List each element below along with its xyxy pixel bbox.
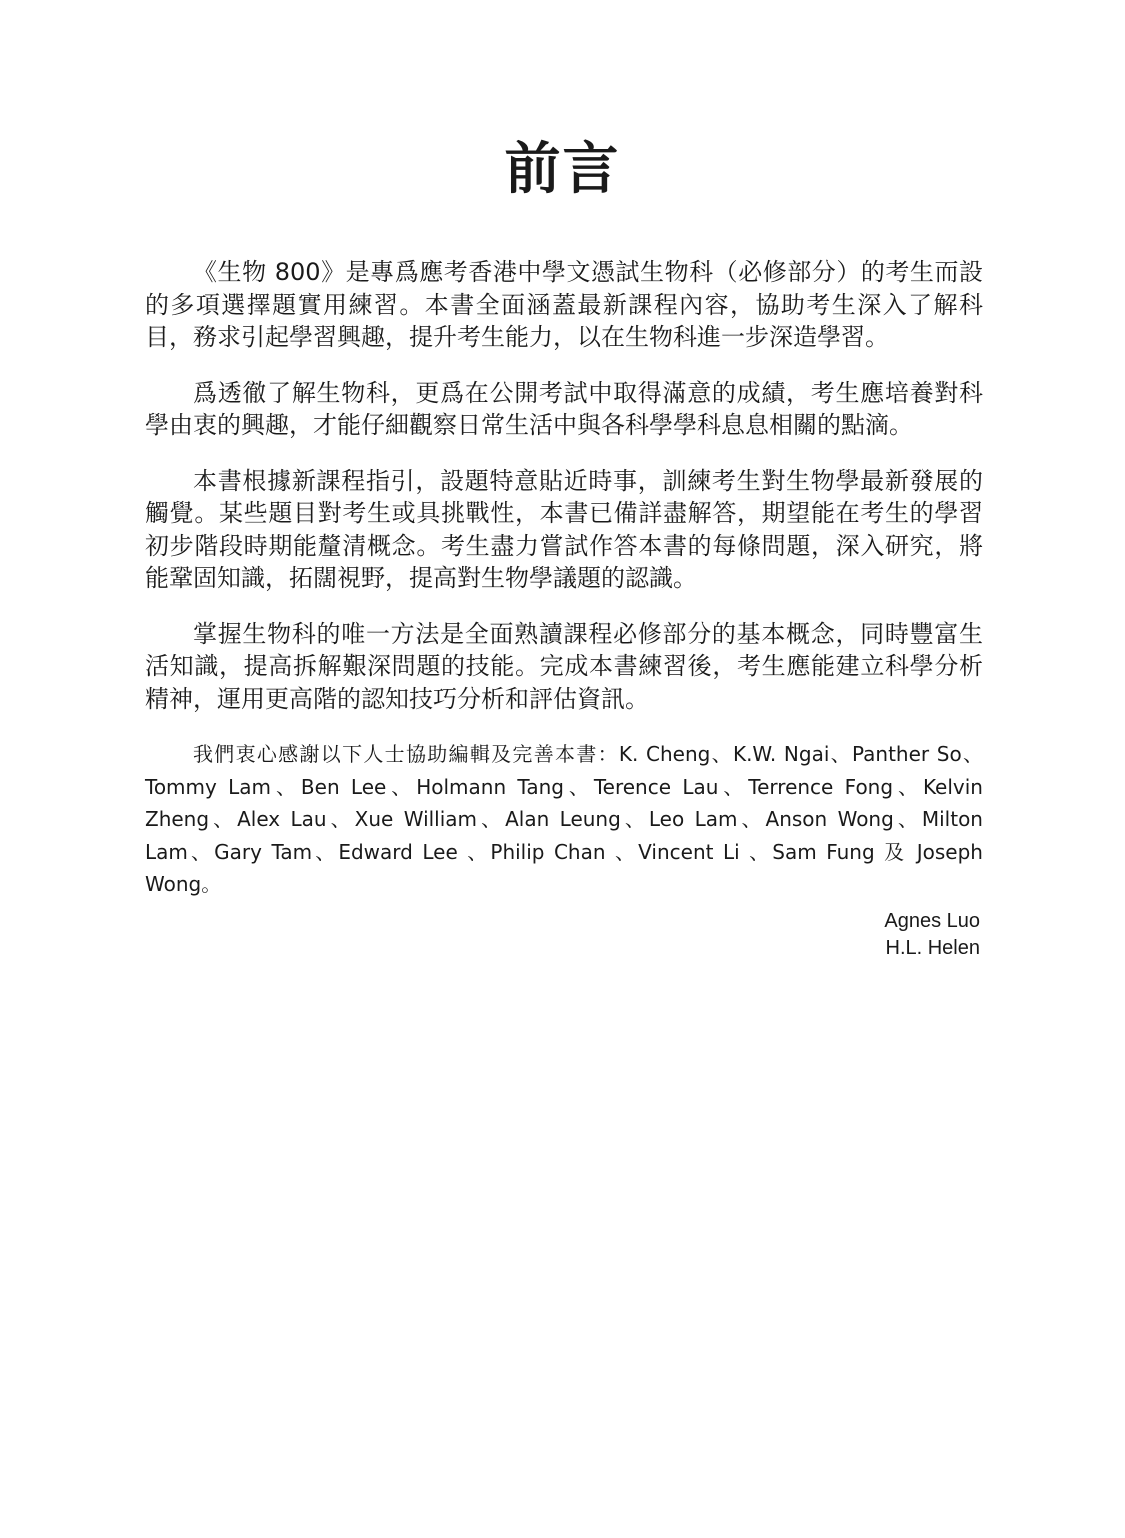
paragraph-interest: 爲透徹了解生物科，更爲在公開考試中取得滿意的成績，考生應培養對科學由衷的興趣，才能仔細觀察日常生活中與各科學學科息息相關的點滴。	[145, 378, 983, 439]
paragraph-curriculum: 本書根據新課程指引，設題特意貼近時事，訓練考生對生物學最新發展的觸覺。某些題目對考生或具挑戰性，本書已備詳盡解答，期望能在考生的學習初步階段時期能釐清概念。考生盡力嘗試作答本書的每條問題，深入研究，將能鞏固知識，拓闊視野，提高對生物學議題的認識。	[145, 466, 983, 592]
page-title: 前言	[504, 137, 621, 202]
signature-hl-helen: H.L. Helen	[885, 937, 980, 959]
paragraph-intro: 《生物 800》是專爲應考香港中學文憑試生物科（必修部分）的考生而設的多項選擇題實用練習。本書全面涵蓋最新課程內容，協助考生深入了解科目，務求引起學習興趣，提升考生能力，以在生物科進一步深造學習。	[145, 258, 983, 351]
signature-block	[680, 908, 980, 962]
paragraph-acknowledgement: 我們衷心感謝以下人士協助編輯及完善本書：K. Cheng、K.W. Ngai、Panther So、Tommy Lam、Ben Lee、Holmann Tang、Terence Lau、Terrence Fong、Kelvin Zheng、Alex Lau、Xue William、Alan Leung、Leo Lam、Anson Wong、Milton Lam、Gary Tam、Edward Lee 、Philip Chan 、Vincent Li 、Sam Fung 及 Joseph Wong。	[145, 742, 983, 896]
preface-body	[145, 256, 983, 901]
paragraph-method: 掌握生物科的唯一方法是全面熟讀課程必修部分的基本概念，同時豐富生活知識，提高拆解艱深問題的技能。完成本書練習後，考生應能建立科學分析精神，運用更高階的認知技巧分析和評估資訊。	[145, 619, 983, 713]
signature-agnes-luo: Agnes Luo	[884, 910, 980, 932]
